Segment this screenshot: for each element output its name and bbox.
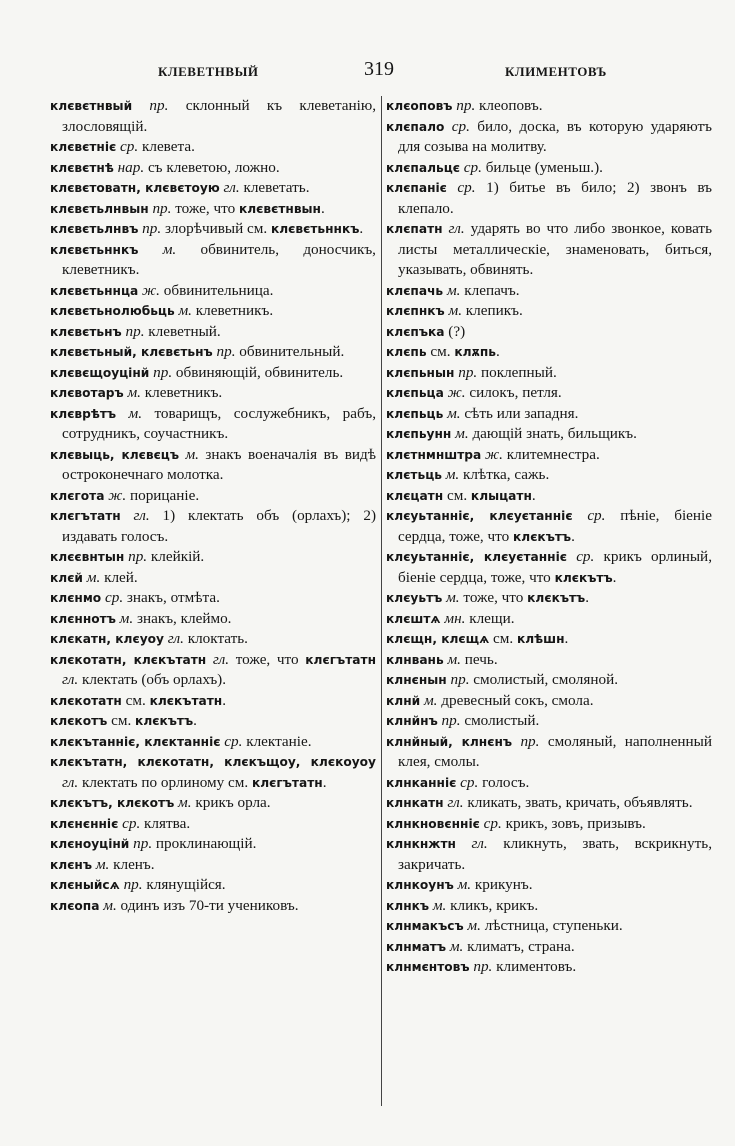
grammar-label: м. (443, 281, 461, 299)
headword: клєкотатн (50, 693, 122, 708)
definition-text: клятва. (140, 814, 191, 832)
grammar-label: ж. (481, 445, 503, 463)
grammar-label: пр. (212, 343, 236, 360)
definition-text: било, доска, въ которую ударяютъ для созыва на молитву. (398, 117, 712, 155)
headword: клєкотатн, клєкътатн (50, 652, 207, 667)
grammar-label: м. (82, 568, 101, 586)
dictionary-entry (50, 752, 376, 793)
grammar-label: ср. (479, 814, 502, 832)
headword: клєтнмнштра (386, 447, 482, 462)
headword: клєврѣтъ (50, 406, 117, 421)
headword: клєопа (50, 898, 100, 913)
dictionary-entry (50, 383, 376, 404)
definition-text: товарищъ, сослужебникъ, рабъ, сотрудникъ, соучастникъ. (62, 404, 376, 442)
dictionary-entry (50, 281, 376, 302)
headword: клнмакъсъ (386, 919, 464, 933)
dictionary-entry (50, 301, 376, 322)
dictionary-entry (50, 363, 376, 384)
headword: клєпаніє (386, 181, 447, 195)
dictionary-entry (50, 650, 376, 691)
dictionary-entry (386, 383, 712, 404)
dictionary-entry (386, 814, 712, 835)
grammar-label: ср. (116, 138, 139, 155)
definition-text: клей. (100, 568, 138, 586)
dictionary-entry (50, 711, 376, 732)
definition-text: одинъ изъ 70-ти учениковъ. (116, 896, 299, 914)
dictionary-entry (50, 855, 376, 876)
grammar-label: пр. (119, 876, 143, 893)
headword: клєвєтьннкъ (50, 242, 139, 257)
grammar-label: м. (92, 855, 110, 873)
headword: клнєнын (386, 673, 447, 687)
definition-text: поклепный. (477, 363, 557, 381)
grammar-label: пр. (454, 363, 478, 381)
grammar-label: м. (441, 466, 460, 483)
definition-text: . (564, 630, 569, 647)
definition-text: клеветникъ. (191, 302, 274, 319)
dictionary-entry (386, 691, 712, 712)
headword: клєвєтьный, клєвєтьнъ (50, 345, 213, 359)
definition-text: . (359, 220, 364, 237)
definition-text: смоляный, наполненный клея, смолы. (398, 732, 713, 770)
dictionary-entry (50, 896, 376, 917)
definition-text: . (322, 773, 327, 791)
grammar-label: гл. (62, 773, 79, 791)
definition-text: знакъ, клеймо. (133, 609, 232, 627)
headword: клнкновєнніє (386, 816, 480, 831)
grammar-label: м. (123, 384, 141, 401)
definition-text: пѣніе, біеніе сердца, тоже, что (398, 507, 712, 545)
dictionary-entry (50, 834, 376, 855)
dictionary-entry (50, 404, 376, 445)
headword: клнкатн (386, 796, 444, 810)
headword: клнйный, клнєнъ (386, 734, 513, 749)
definition-text: кленъ. (109, 855, 155, 873)
headword: клєвєтьлнвын (50, 201, 149, 216)
headword: клнкъ (386, 898, 430, 913)
grammar-label: м. (179, 445, 199, 463)
dictionary-entry (50, 445, 376, 486)
dictionary-entry (386, 486, 712, 507)
headword: клєвєтнѣ (50, 160, 114, 175)
definition-text: ударять во что либо звонкое, ковать листы металлическіе, знаменовать, биться, указывать, обвинять. (398, 220, 712, 278)
dictionary-entry (50, 137, 376, 158)
dictionary-entry (50, 96, 376, 137)
definition-text: . (531, 486, 536, 504)
definition-text: см. (107, 712, 136, 729)
headword: клнйнъ (386, 714, 438, 728)
definition-text: кликать, звать, кричать, объявлять. (463, 794, 693, 811)
header-right-word: КЛИМЕНТОВЪ (505, 64, 607, 79)
headword: клєкатн, клєуоу (50, 632, 164, 646)
headword: клєєвнтын (50, 550, 125, 564)
headword: клєпьць (386, 406, 444, 421)
dictionary-entry (50, 322, 376, 343)
headword: клєпьунн (386, 427, 452, 441)
headword: клєвєтнвый (50, 99, 133, 113)
definition-text: сѣть или западня. (460, 404, 579, 422)
dictionary-entry (386, 117, 712, 158)
headword: клєпнкъ (386, 304, 445, 318)
definition-text: склонный къ клеветанію, злословящій. (62, 97, 377, 135)
grammar-label: пр. (129, 835, 153, 852)
grammar-label: мн. (440, 609, 466, 627)
headword: клєныйсѧ (50, 878, 120, 892)
definition-text: . (496, 343, 500, 360)
definition-text: см. (426, 343, 455, 360)
definition-text: клепикъ. (462, 302, 523, 319)
definition-text: климентовъ. (492, 958, 577, 975)
headword: клєпь (386, 345, 427, 359)
definition-text: . (320, 199, 325, 217)
headword: клнвань (386, 652, 444, 667)
headword: клєпьца (386, 386, 444, 400)
dictionary-entry (386, 629, 712, 650)
headword: клєуьтанніє, клєуєтанніє (386, 550, 567, 564)
grammar-label: м. (420, 691, 438, 709)
dictionary-entry (386, 834, 712, 875)
dictionary-entry (386, 588, 712, 609)
headword: клєвєтнвын (238, 201, 321, 216)
dictionary-entry (50, 342, 376, 363)
headword: клєнъ (50, 857, 93, 872)
definition-text: клектаніе. (242, 732, 312, 750)
definition-text: бильце (уменьш.). (481, 158, 603, 176)
headword: клєкътъ (554, 570, 613, 585)
definition-text: . (222, 691, 227, 709)
headword: клєцатн (386, 488, 444, 503)
definition-text: тоже, что (459, 589, 528, 606)
definition-text: обвиняющій, обвинитель. (172, 363, 344, 381)
definition-text: клоктать. (183, 630, 248, 647)
dictionary-entry (386, 445, 712, 466)
dictionary-entry (386, 506, 712, 547)
definition-text: проклинающій. (152, 835, 257, 852)
dictionary-entry (386, 342, 712, 363)
definition-text: климатъ, страна. (463, 937, 575, 955)
headword: клєкътъ (513, 529, 572, 544)
headword: клєноуцінй (50, 837, 130, 851)
definition-text: клѣтка, сажь. (459, 466, 550, 483)
headword: клєвєтніє (50, 140, 117, 154)
dictionary-entry (386, 650, 712, 671)
headword: клєпъка (386, 324, 445, 339)
dictionary-entry (50, 486, 376, 507)
definition-text: съ клеветою, ложно. (144, 158, 280, 176)
headword: клєвыць, клєвєцъ (50, 447, 179, 462)
dictionary-entry (386, 547, 712, 588)
dictionary-entry (386, 793, 712, 814)
headword: клєкътъ (527, 591, 586, 605)
headword: клєвотаръ (50, 386, 124, 400)
definition-text: силокъ, петля. (465, 384, 562, 401)
dictionary-entry (50, 588, 376, 609)
grammar-label: ср. (446, 179, 476, 196)
definition-text: кликнуть, звать, вскрикнуть, закричать. (398, 835, 712, 873)
headword: клєгътатн (251, 775, 323, 790)
grammar-label: ср. (456, 773, 479, 791)
dictionary-entry (386, 773, 712, 794)
grammar-label: м. (453, 876, 472, 893)
headword: клєвєтьннкъ (270, 222, 360, 236)
definition-text: . (585, 589, 590, 606)
definition-text: (?) (444, 322, 466, 340)
headword: клєгота (50, 488, 105, 503)
definition-text: крикъ, зовъ, призывъ. (501, 814, 646, 832)
grammar-label: ср. (572, 507, 606, 524)
definition-text: крикъ орлиный, біеніе сердца, тоже, что (398, 548, 712, 586)
page-number: 319 (364, 58, 394, 80)
grammar-label: м. (444, 302, 462, 319)
definition-text: обвинитель, доносчикъ, клеветникъ. (62, 240, 376, 278)
headword: клнй (386, 693, 421, 708)
dictionary-entry (386, 609, 712, 630)
definition-text: крикъ орла. (191, 794, 271, 811)
grammar-label: ж. (104, 486, 127, 504)
definition-text: древесный сокъ, смола. (437, 691, 594, 709)
headword: клєкътанніє, клєктанніє (50, 734, 221, 749)
grammar-label: пр. (132, 97, 169, 114)
headword: клєпальцє (386, 160, 460, 175)
grammar-label: пр. (124, 548, 148, 565)
grammar-label: м. (463, 917, 481, 934)
definition-text: тоже, что (171, 199, 239, 217)
grammar-label: пр. (469, 958, 493, 975)
grammar-label: гл. (120, 507, 150, 524)
dictionary-entry (386, 363, 712, 384)
headword: клєпьнын (386, 365, 455, 380)
headword: клєкътъ (135, 714, 194, 728)
grammar-label: гл. (455, 835, 488, 852)
dictionary-entry (386, 670, 712, 691)
dictionary-entry (50, 691, 376, 712)
grammar-label: гл. (62, 671, 79, 688)
headword: клєнєнніє (50, 816, 119, 831)
dictionary-entry (386, 178, 712, 219)
dictionary-entry (50, 732, 376, 753)
headword: клнматъ (386, 939, 447, 954)
grammar-label: ср. (220, 732, 243, 750)
dictionary-entry (386, 465, 712, 486)
definition-text: клеветный. (144, 322, 221, 340)
headword: клнмєнтовъ (386, 960, 470, 974)
headword: клєпатн (386, 222, 443, 236)
dictionary-entry (50, 506, 376, 547)
headword: клєкътатн, клєкотатн, клєкъщоу, клєкоуоу (50, 755, 376, 769)
definition-text: . (571, 527, 575, 545)
headword: клєвєтьлнвъ (50, 222, 139, 236)
definition-text: клитемнестра. (502, 445, 600, 463)
grammar-label: м. (442, 589, 460, 606)
right-column (386, 96, 712, 978)
dictionary-entry (386, 322, 712, 343)
grammar-label: пр. (148, 199, 172, 217)
grammar-label: пр. (446, 671, 470, 688)
dictionary-entry (386, 424, 712, 445)
headword: клєкотъ (50, 714, 108, 728)
left-column (50, 96, 376, 916)
definition-text: тоже, что (229, 650, 306, 668)
definition-text: знакъ, отмѣта. (123, 589, 220, 606)
grammar-label: м. (446, 937, 464, 955)
definition-text: клеоповъ. (475, 97, 543, 114)
grammar-label: м. (138, 240, 177, 258)
definition-text: клеветникъ. (140, 384, 223, 401)
grammar-label: м. (174, 794, 192, 811)
definition-text: клеветать. (239, 179, 310, 196)
grammar-label: гл. (206, 650, 230, 668)
dictionary-entry (386, 957, 712, 978)
definition-text: злорѣчивый см. (161, 220, 271, 237)
definition-text: клектать (объ орлахъ). (78, 671, 227, 688)
definition-text: знакъ военачалія въ видѣ остроконечнаго молотка. (62, 445, 376, 483)
dictionary-entry (386, 937, 712, 958)
dictionary-entry (386, 301, 712, 322)
dictionary-entry (50, 158, 376, 179)
dictionary-entry (50, 793, 376, 814)
definition-text: обвинительный. (235, 343, 345, 360)
dictionary-entry (386, 281, 712, 302)
definition-text: 1) клектать объ (орлахъ); 2) издавать голосъ. (62, 507, 376, 545)
definition-text: клевета. (138, 138, 195, 155)
headword: клєуьтъ (386, 591, 443, 605)
definition-text: печь. (460, 650, 498, 668)
definition-text: клещи. (465, 609, 515, 627)
page-header (0, 58, 735, 86)
grammar-label: ж. (138, 281, 160, 299)
definition-text: обвинительница. (159, 281, 274, 299)
definition-text: см. (443, 486, 471, 504)
grammar-label: м. (429, 896, 447, 914)
dictionary-entry (50, 178, 376, 199)
dictionary-entry (50, 240, 376, 281)
dictionary-entry (50, 629, 376, 650)
headword: клєвєтьннца (50, 283, 139, 298)
grammar-label: пр. (452, 97, 476, 114)
dictionary-entry (50, 875, 376, 896)
grammar-label: м. (443, 404, 461, 422)
headword: клєгътатн (50, 509, 121, 523)
definition-text: голосъ. (478, 773, 530, 791)
headword: клєкътатн (149, 693, 223, 708)
headword: клнканніє (386, 775, 457, 790)
headword: клєвєщоуцінй (50, 365, 150, 380)
grammar-label: гл. (443, 794, 464, 811)
definition-text: крикунъ. (471, 876, 533, 893)
headword: клєвєтьнолюбьць (50, 304, 175, 318)
grammar-label: пр. (138, 220, 162, 237)
grammar-label: м. (116, 404, 143, 422)
definition-text: дающій знать, бильщикъ. (468, 425, 637, 442)
grammar-label: пр. (437, 712, 461, 729)
dictionary-entry (386, 875, 712, 896)
grammar-label: ср. (118, 814, 141, 832)
headword: клєгътатн (305, 652, 376, 667)
definition-text: клепачъ. (460, 281, 520, 299)
definition-text: клейкій. (147, 548, 205, 565)
grammar-label: ср. (567, 548, 595, 565)
dictionary-entry (386, 158, 712, 179)
headword: клѫпь (454, 345, 497, 359)
headword: клєкътъ, клєкотъ (50, 796, 175, 810)
grammar-label: ср. (101, 589, 124, 606)
dictionary-entry (386, 404, 712, 425)
grammar-label: м. (443, 650, 461, 668)
grammar-label: м. (451, 425, 469, 442)
dictionary-entry (50, 568, 376, 589)
headword: клєоповъ (386, 99, 453, 113)
dictionary-entry (50, 814, 376, 835)
definition-text: см. (121, 691, 150, 709)
grammar-label: м. (99, 896, 117, 914)
headword: клєтьць (386, 468, 442, 482)
headword: клєй (50, 570, 83, 585)
headword: клєуьтанніє, клєуєтанніє (386, 509, 573, 523)
grammar-label: ср. (459, 158, 482, 176)
definition-text: кликъ, крикъ. (446, 896, 539, 914)
headword: клнкоунъ (386, 878, 454, 892)
dictionary-entry (386, 711, 712, 732)
dictionary-entry (386, 219, 712, 281)
definition-text: смолистый, смоляной. (469, 671, 619, 688)
grammar-label: нар. (113, 158, 145, 176)
grammar-label: м. (115, 609, 134, 627)
column-divider (381, 96, 382, 1106)
dictionary-entry (386, 916, 712, 937)
headword: клєвєтоватн, клєвєтоую (50, 181, 220, 195)
grammar-label: пр. (512, 732, 540, 750)
headword: клєщн, клєщѧ (386, 632, 490, 646)
definition-text: порицаніе. (126, 486, 200, 504)
headword: клєвєтьнъ (50, 324, 122, 339)
definition-text: 1) битье въ било; 2) звонъ въ клепало. (398, 179, 712, 217)
headword: клыцатн (470, 488, 532, 503)
dictionary-entry (50, 199, 376, 220)
grammar-label: ж. (443, 384, 466, 401)
grammar-label: ср. (444, 117, 470, 135)
headword: клєштѧ (386, 611, 441, 626)
dictionary-entry (50, 547, 376, 568)
headword: клєпачь (386, 283, 444, 298)
grammar-label: м. (174, 302, 192, 319)
definition-text: см. (489, 630, 517, 647)
dictionary-entry (50, 219, 376, 240)
header-left-word: КЛЕВЕТНВЫЙ (158, 64, 259, 79)
definition-text: смолистый. (460, 712, 540, 729)
headword: клнкнжтн (386, 837, 456, 851)
grammar-label: гл. (442, 220, 465, 237)
dictionary-entry (386, 732, 712, 773)
headword: клєпало (386, 119, 445, 134)
definition-text: . (612, 568, 617, 586)
headword: клѣшн (516, 632, 565, 646)
grammar-label: гл. (163, 630, 184, 647)
grammar-label: пр. (149, 363, 173, 381)
dictionary-entry (386, 96, 712, 117)
definition-text: клянущійся. (142, 876, 226, 893)
definition-text: . (193, 712, 197, 729)
definition-text: лѣстница, ступеньки. (480, 917, 623, 934)
headword: клєнмо (50, 591, 102, 605)
definition-text: клектать по орлиному см. (78, 773, 252, 791)
grammar-label: пр. (121, 322, 145, 340)
headword: клєннотъ (50, 611, 116, 626)
dictionary-entry (50, 609, 376, 630)
grammar-label: гл. (219, 179, 240, 196)
dictionary-entry (386, 896, 712, 917)
